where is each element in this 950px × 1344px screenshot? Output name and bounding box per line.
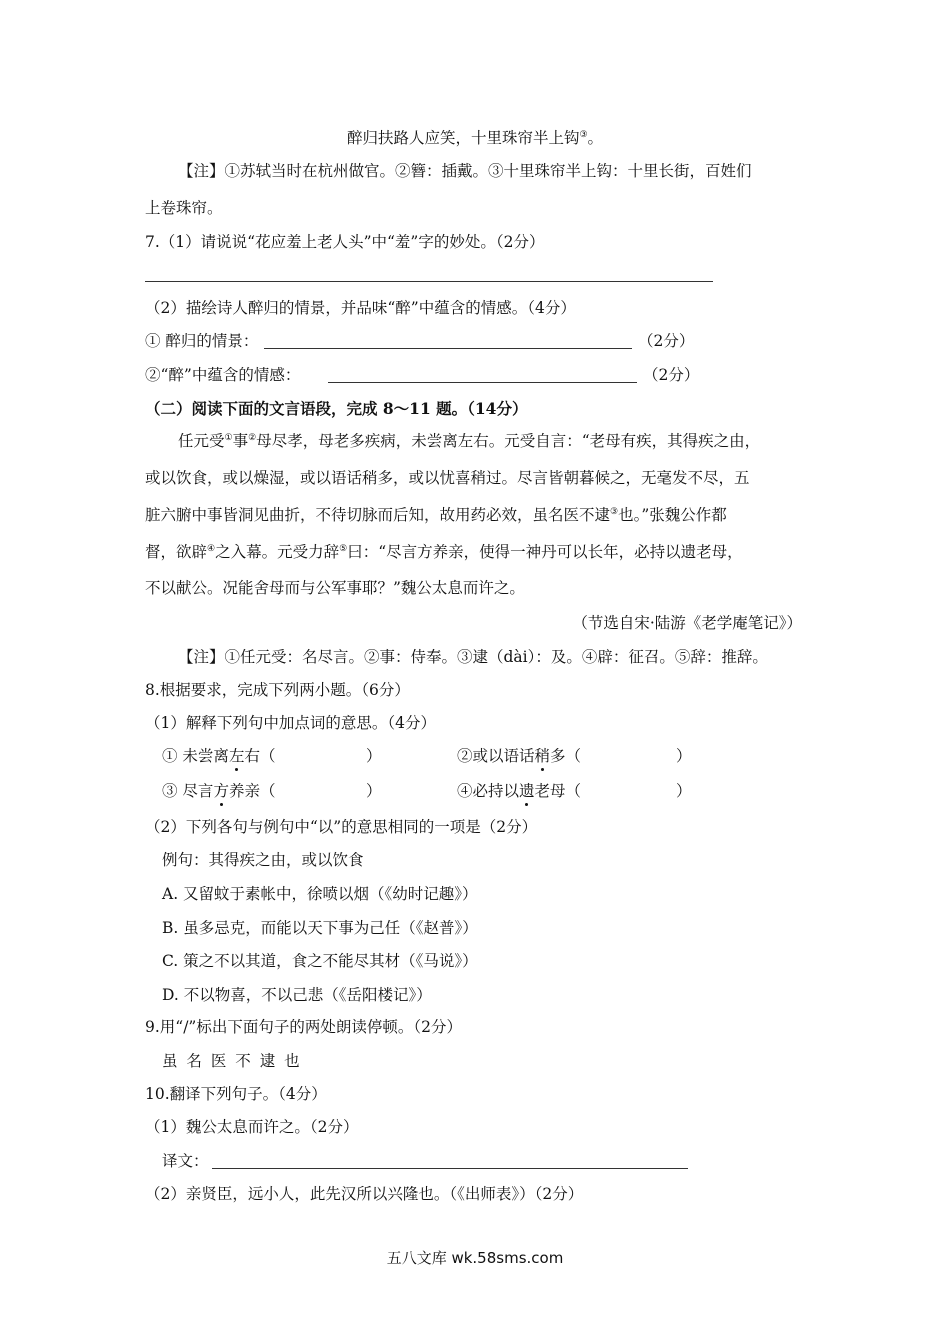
q8-item-4-close: ） [676,782,692,800]
q8-item-3-close: ） [366,782,382,800]
option-d: D. 不以物喜，不以己悲（《岳阳楼记》） [162,986,432,1004]
option-b: B. 虽多忌克，而能以天下事为己任（《赵普》） [162,919,478,937]
question-10: 10.翻译下列句子。（4分） [145,1085,327,1103]
answer-blank-7-2b[interactable] [328,382,637,383]
option-c: C. 策之不以其道，食之不能尽其材（《马说》） [162,952,478,970]
dotted-char: 左 [228,747,245,765]
q8-item-4: ④必持以遗老母（ [457,782,582,800]
question-7-1: 7.（1）请说说“花应羞上老人头”中“羞”字的妙处。（2分） [145,233,545,251]
question-7-2: （2）描绘诗人醉归的情景，并品味“醉”中蕴含的情感。（4分） [145,299,576,317]
score-7-2a: （2分） [638,332,695,350]
question-10-2: （2）亲贤臣，远小人，此先汉所以兴隆也。（《出师表》）（2分） [145,1185,584,1203]
passage-line-4: 督，欲辟④之入幕。元受力辞⑤曰：“尽言方养亲，使得一神丹可以长年，必持以遗老母， [145,543,743,561]
poem-note-line-1: 【注】①苏轼当时在杭州做官。②簪：插戴。③十里珠帘半上钩：十里长街，百姓们 [178,162,752,180]
q8-item-1-close: ） [366,747,382,765]
example-sentence: 例句：其得疾之由，或以饮食 [162,851,364,869]
q8-item-2: ②或以语话稍多（ [457,747,582,765]
dotted-char: 方 [213,782,229,800]
passage-line-2: 或以饮食，或以燥湿，或以语话稍多，或以忧喜稍过。尽言皆朝暮候之，无毫发不尽，五 [145,469,750,487]
passage-line-5: 不以献公。况能舍母而与公军事耶？”魏公太息而许之。 [145,579,525,597]
footer-watermark: 五八文库 wk.58sms.com [386,1249,564,1267]
option-a: A. 又留蚊于素帐中，徐喷以烟（《幼时记趣》） [162,885,478,903]
q8-item-2-close: ） [676,747,692,765]
passage-line-1: 任元受①事②母尽孝，母老多疾病，未尝离左右。元受自言：“老母有疾，其得疾之由， [178,432,761,450]
question-7-2a-label: ① 醉归的情景： [145,332,259,350]
question-10-1: （1）魏公太息而许之。（2分） [145,1118,359,1136]
q8-item-1: ① 未尝离左右（ [162,747,276,765]
question-8: 8.根据要求，完成下列两小题。（6分） [145,681,410,699]
section-2-title: （二）阅读下面的文言语段，完成 8～11 题。（14分） [145,399,528,418]
translation-blank[interactable] [212,1168,688,1169]
passage-line-3: 脏六腑中事皆洞见曲折，不待切脉而后知，故用药必效，虽名医不逮③也。”张魏公作都 [145,506,727,524]
question-7-2b-label: ②“醉”中蕴含的情感： [145,366,301,384]
poem-note-line-2: 上卷珠帘。 [145,199,223,217]
question-8-1: （1）解释下列句中加点词的意思。（4分） [145,714,436,732]
q9-sentence: 虽 名 医 不 逮 也 [162,1052,300,1070]
question-8-2: （2）下列各句与例句中“以”的意思相同的一项是（2分） [145,818,538,836]
translation-label: 译文： [162,1152,209,1170]
score-7-2b: （2分） [643,366,700,384]
dotted-char: 稍 [534,747,551,765]
dotted-char: 遗 [519,782,535,800]
passage-source: （节选自宋·陆游《老学庵笔记》） [572,614,802,632]
poem-last-line: 醉归扶路人应笑，十里珠帘半上钩③。 [346,129,604,147]
question-9: 9.用“/”标出下面句子的两处朗读停顿。（2分） [145,1018,462,1036]
passage-notes: 【注】①任元受：名尽言。②事：侍奉。③逮（dài）：及。④辟：征召。⑤辞：推辞。 [178,648,768,666]
answer-blank-7-1[interactable] [145,281,713,282]
q8-item-3: ③ 尽言方养亲（ [162,782,276,800]
answer-blank-7-2a[interactable] [264,348,632,349]
